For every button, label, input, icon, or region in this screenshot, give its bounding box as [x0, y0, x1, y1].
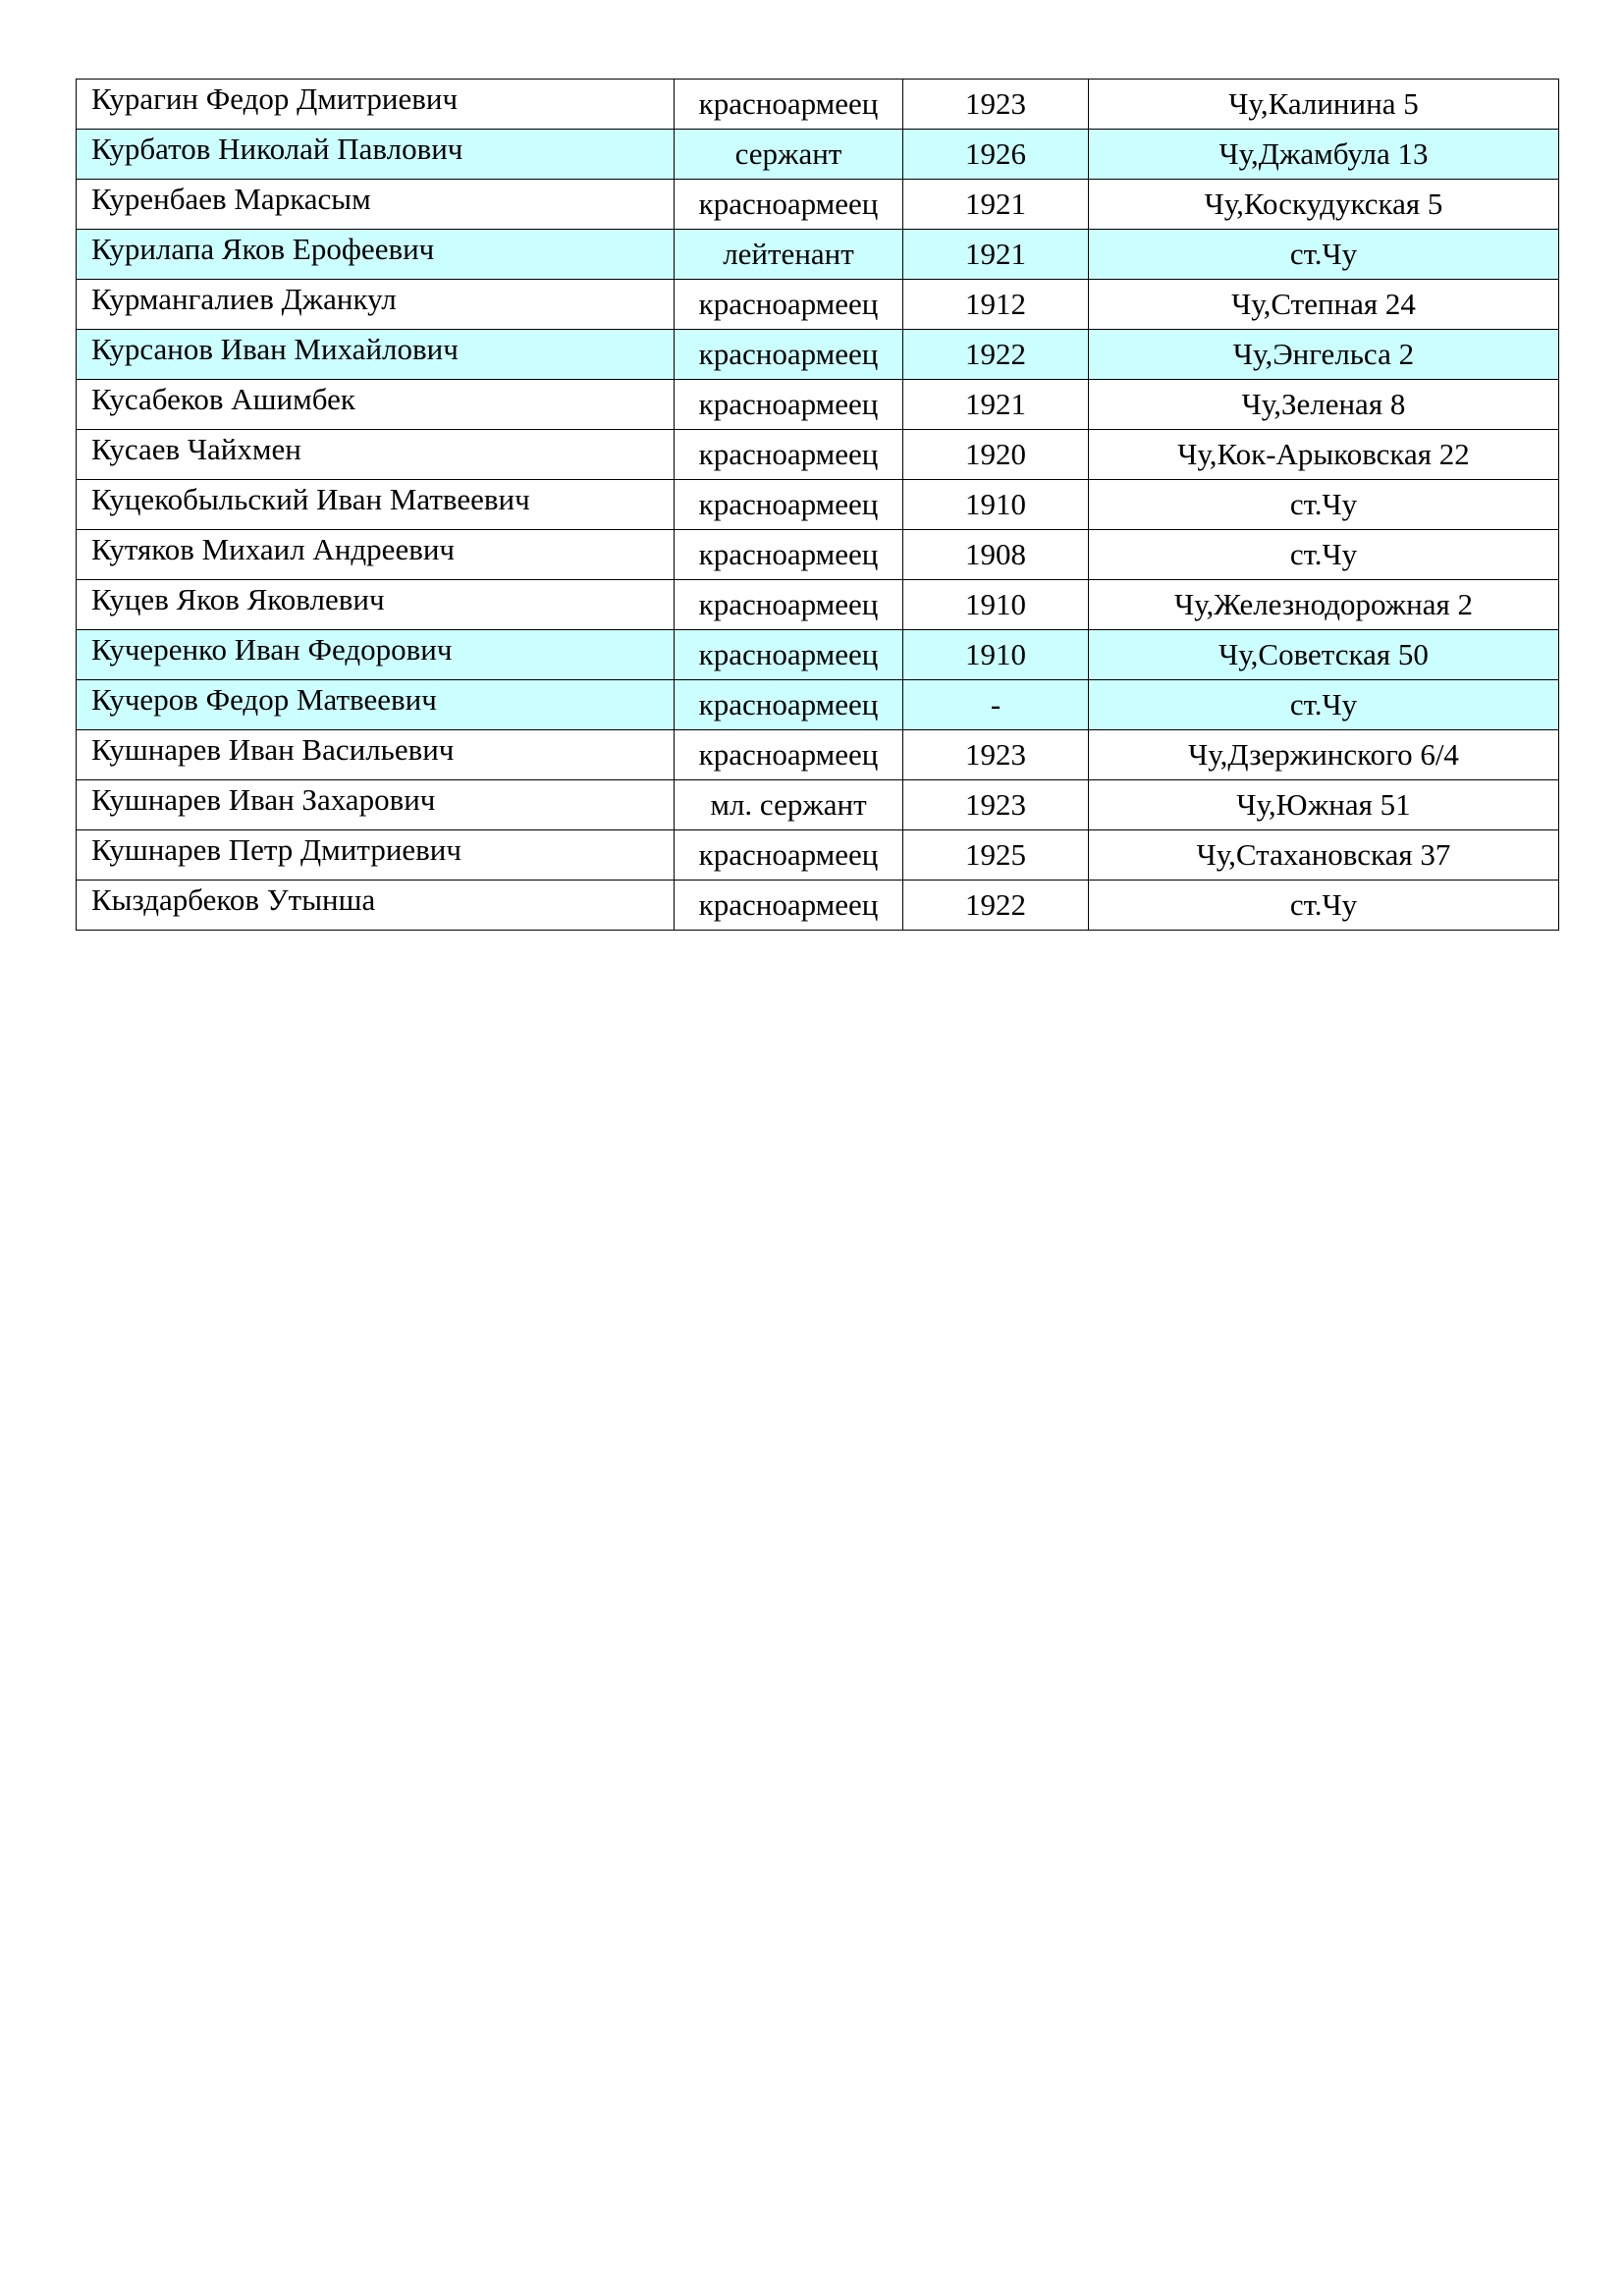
name-cell: Кыздарбеков Утынша	[77, 881, 675, 931]
address-cell: Чу,Советская 50	[1089, 630, 1559, 680]
soldier-roster-table	[76, 79, 1559, 931]
address-cell: Чу,Южная 51	[1089, 780, 1559, 830]
birth-year-cell: 1910	[903, 630, 1089, 680]
address-cell: Чу,Калинина 5	[1089, 80, 1559, 130]
table-row	[77, 480, 1559, 530]
roster-body	[77, 80, 1559, 931]
name-cell: Курсанов Иван Михайлович	[77, 330, 675, 380]
birth-year-cell: 1921	[903, 180, 1089, 230]
table-row	[77, 530, 1559, 580]
address-cell: Чу,Железнодорожная 2	[1089, 580, 1559, 630]
name-cell: Кушнарев Иван Захарович	[77, 780, 675, 830]
name-cell: Курбатов Николай Павлович	[77, 130, 675, 180]
rank-cell: красноармеец	[675, 680, 903, 730]
address-cell: ст.Чу	[1089, 480, 1559, 530]
rank-cell: красноармеец	[675, 280, 903, 330]
rank-cell: мл. сержант	[675, 780, 903, 830]
address-cell: Чу,Кок-Арыковская 22	[1089, 430, 1559, 480]
table-row	[77, 780, 1559, 830]
address-cell: Чу,Коскудукская 5	[1089, 180, 1559, 230]
rank-cell: лейтенант	[675, 230, 903, 280]
address-cell: Чу,Джамбула 13	[1089, 130, 1559, 180]
birth-year-cell: 1925	[903, 830, 1089, 881]
birth-year-cell: 1922	[903, 881, 1089, 931]
table-row	[77, 330, 1559, 380]
birth-year-cell: 1923	[903, 80, 1089, 130]
address-cell: ст.Чу	[1089, 230, 1559, 280]
name-cell: Курмангалиев Джанкул	[77, 280, 675, 330]
rank-cell: красноармеец	[675, 480, 903, 530]
rank-cell: красноармеец	[675, 80, 903, 130]
name-cell: Кусаев Чайхмен	[77, 430, 675, 480]
birth-year-cell: 1921	[903, 380, 1089, 430]
birth-year-cell: 1923	[903, 780, 1089, 830]
address-cell: Чу,Дзержинского 6/4	[1089, 730, 1559, 780]
rank-cell: красноармеец	[675, 330, 903, 380]
table-row	[77, 130, 1559, 180]
rank-cell: красноармеец	[675, 530, 903, 580]
name-cell: Куцев Яков Яковлевич	[77, 580, 675, 630]
address-cell: Чу,Степная 24	[1089, 280, 1559, 330]
address-cell: ст.Чу	[1089, 530, 1559, 580]
birth-year-cell: 1910	[903, 480, 1089, 530]
rank-cell: красноармеец	[675, 730, 903, 780]
birth-year-cell: -	[903, 680, 1089, 730]
name-cell: Кутяков Михаил Андреевич	[77, 530, 675, 580]
address-cell: ст.Чу	[1089, 680, 1559, 730]
table-row	[77, 180, 1559, 230]
table-row	[77, 881, 1559, 931]
name-cell: Кучеров Федор Матвеевич	[77, 680, 675, 730]
rank-cell: красноармеец	[675, 830, 903, 881]
birth-year-cell: 1908	[903, 530, 1089, 580]
table-row	[77, 80, 1559, 130]
name-cell: Куцекобыльский Иван Матвеевич	[77, 480, 675, 530]
birth-year-cell: 1912	[903, 280, 1089, 330]
address-cell: ст.Чу	[1089, 881, 1559, 931]
birth-year-cell: 1922	[903, 330, 1089, 380]
rank-cell: красноармеец	[675, 630, 903, 680]
birth-year-cell: 1910	[903, 580, 1089, 630]
table-row	[77, 630, 1559, 680]
address-cell: Чу,Зеленая 8	[1089, 380, 1559, 430]
address-cell: Чу,Стахановская 37	[1089, 830, 1559, 881]
birth-year-cell: 1926	[903, 130, 1089, 180]
table-row	[77, 280, 1559, 330]
rank-cell: красноармеец	[675, 380, 903, 430]
table-row	[77, 230, 1559, 280]
address-cell: Чу,Энгельса 2	[1089, 330, 1559, 380]
name-cell: Куренбаев Маркасым	[77, 180, 675, 230]
table-row	[77, 830, 1559, 881]
rank-cell: красноармеец	[675, 430, 903, 480]
birth-year-cell: 1923	[903, 730, 1089, 780]
name-cell: Кушнарев Петр Дмитриевич	[77, 830, 675, 881]
name-cell: Курагин Федор Дмитриевич	[77, 80, 675, 130]
table-row	[77, 430, 1559, 480]
name-cell: Курилапа Яков Ерофеевич	[77, 230, 675, 280]
birth-year-cell: 1921	[903, 230, 1089, 280]
rank-cell: красноармеец	[675, 180, 903, 230]
rank-cell: красноармеец	[675, 580, 903, 630]
rank-cell: красноармеец	[675, 881, 903, 931]
table-row	[77, 580, 1559, 630]
rank-cell: сержант	[675, 130, 903, 180]
name-cell: Кусабеков Ашимбек	[77, 380, 675, 430]
table-row	[77, 680, 1559, 730]
table-row	[77, 380, 1559, 430]
name-cell: Кушнарев Иван Васильевич	[77, 730, 675, 780]
name-cell: Кучеренко Иван Федорович	[77, 630, 675, 680]
table-row	[77, 730, 1559, 780]
birth-year-cell: 1920	[903, 430, 1089, 480]
